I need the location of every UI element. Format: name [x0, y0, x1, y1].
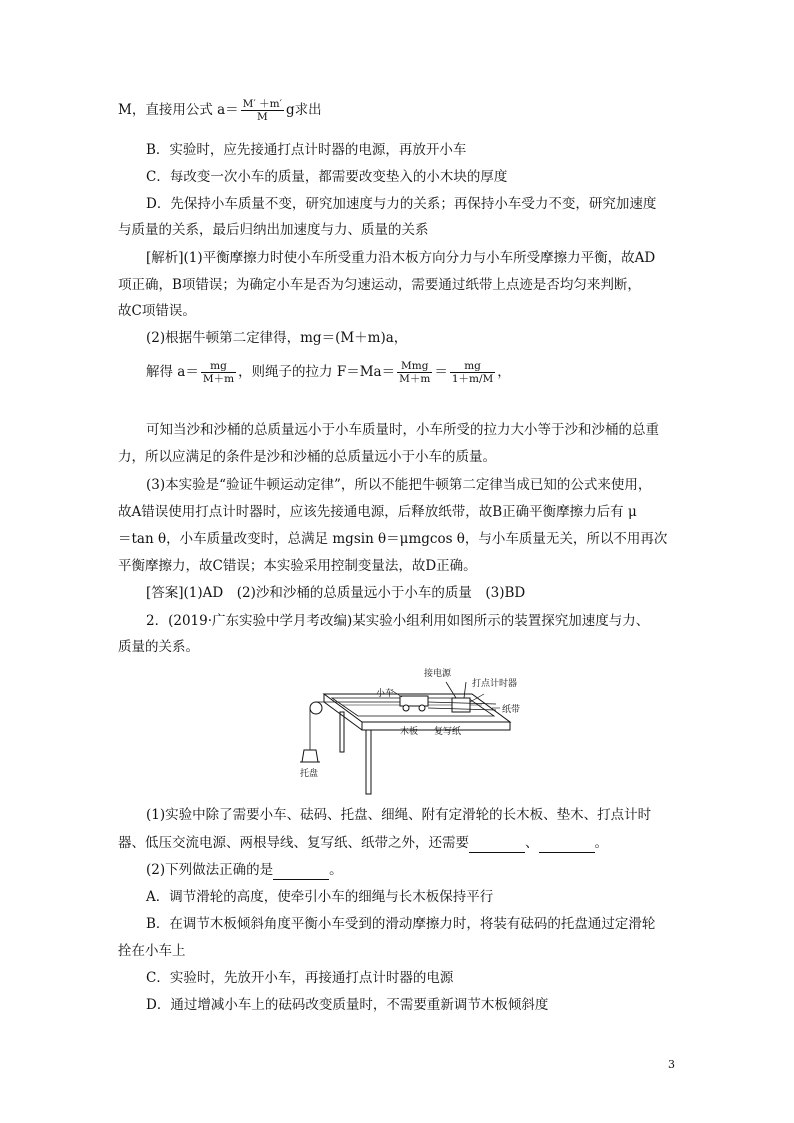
- apparatus-figure: [296, 664, 540, 800]
- text-segment: 。: [594, 835, 608, 851]
- label-power: 接电源: [424, 669, 452, 679]
- analysis-line: 平衡摩擦力，故C错误；本实验采用控制变量法，故D正确。: [118, 558, 477, 574]
- table-leg: [340, 712, 344, 752]
- fraction-denominator: M: [256, 111, 268, 123]
- analysis-line: [解析](1)平衡摩擦力时使小车所受重力沿木板方向分力与小车所受摩擦力平衡，故AD: [146, 250, 656, 266]
- text-segment: ＝: [434, 364, 448, 380]
- text-segment: ，: [497, 364, 511, 380]
- label-cart: 小车: [376, 689, 395, 699]
- fraction-numerator: Mmg: [397, 360, 432, 373]
- option-b: B．实验时，应先接通打点计时器的电源，再放开小车: [146, 142, 467, 158]
- text-segment: ，则绳子的拉力 F＝Ma＝: [238, 364, 396, 380]
- fraction-numerator: mg: [450, 360, 495, 373]
- label-timer: 打点计时器: [472, 679, 518, 689]
- page-number: 3: [668, 1058, 675, 1071]
- subquestion-1-cont: [118, 833, 678, 853]
- analysis-line: 可知当沙和沙桶的总质量远小于小车质量时，小车所受的拉力大小等于沙和沙桶的总重: [146, 422, 659, 438]
- text-segment: 。: [329, 862, 343, 878]
- option-d: D．通过增减小车上的砝码改变质量时，不需要重新调节木板倾斜度: [146, 997, 549, 1013]
- analysis-line: ＝tan θ，小车质量改变时，总满足 mgsin θ＝μmgcos θ，与小车质量无关，所以不用再次: [118, 531, 668, 547]
- fraction-numerator: M′ ＋m′: [242, 98, 282, 110]
- text-segment: M，直接用公式 a＝: [118, 102, 239, 118]
- analysis-line: (2)根据牛顿第二定律得，mg＝(M＋m)a，: [146, 330, 408, 346]
- line-formula-a: [118, 98, 678, 123]
- analysis-line: 故A错误使用打点计时器时，应该先接通电源，后释放纸带，故B正确平衡摩擦力后有 μ: [118, 504, 637, 520]
- fraction-denominator: 1＋m/M: [451, 373, 494, 385]
- fraction: [450, 360, 495, 385]
- question-2: 2．(2019·广东实验中学月考改编)某实验小组利用如图所示的装置探究加速度与力、: [146, 613, 650, 629]
- analysis-line: 项正确，B项错误；为确定小车是否为匀速运动，需要通过纸带上点迹是否均匀来判断，: [118, 277, 641, 293]
- option-d: D．先保持小车质量不变，研究加速度与力的关系；再保持小车受力不变，研究加速度: [146, 196, 657, 212]
- fraction-denominator: M＋m: [202, 373, 235, 385]
- tray-icon: [302, 750, 318, 762]
- timer-icon: [452, 698, 470, 712]
- fraction-numerator: mg: [201, 360, 236, 373]
- answer-blank[interactable]: [539, 838, 595, 853]
- option-c: C．每改变一次小车的质量，都需要改变垫入的小木块的厚度: [146, 169, 508, 185]
- analysis-line: (3)本实验是“验证牛顿运动定律”，所以不能把牛顿第二定律当成已知的公式来使用，: [146, 477, 652, 493]
- answer-blank[interactable]: [469, 838, 525, 853]
- option-b-cont: 拴在小车上: [118, 943, 186, 959]
- subquestion-1: (1)实验中除了需要小车、砝码、托盘、细绳、附有定滑轮的长木板、垫木、打点计时: [146, 807, 652, 823]
- analysis-line: 故C项错误。: [118, 303, 196, 319]
- label-board: 木板: [400, 727, 419, 737]
- text-segment: 器、低压交流电源、两根导线、复写纸、纸带之外，还需要: [118, 835, 469, 851]
- label-tape: 纸带: [502, 705, 521, 715]
- option-d-cont: 与质量的关系，最后归纳出加速度与力、质量的关系: [118, 222, 429, 238]
- table-leg: [366, 730, 371, 794]
- question-2-cont: 质量的关系。: [118, 639, 199, 655]
- text-segment: 、: [525, 835, 539, 851]
- option-c: C．实验时，先放开小车，再接通打点计时器的电源: [146, 970, 454, 986]
- text-segment: g求出: [286, 102, 322, 118]
- fraction: [397, 360, 432, 385]
- analysis-line: 力，所以应满足的条件是沙和沙桶的总质量远小于小车的质量。: [118, 449, 496, 465]
- cart-icon: [400, 696, 428, 706]
- subquestion-2: [146, 860, 706, 880]
- fraction: [241, 98, 284, 123]
- pulley-icon: [310, 702, 322, 714]
- line-formula-tension: [146, 360, 706, 385]
- label-tray: 托盘: [300, 769, 319, 779]
- option-b: B．在调节木板倾斜角度平衡小车受到的滑动摩擦力时，将装有砝码的托盘通过定滑轮: [146, 916, 656, 932]
- answer-blank[interactable]: [273, 865, 329, 880]
- text-segment: 解得 a＝: [146, 364, 199, 380]
- answer-line: [答案](1)AD (2)沙和沙桶的总质量远小于小车的质量 (3)BD: [146, 585, 526, 601]
- fraction: [201, 360, 236, 385]
- option-a: A．调节滑轮的高度，使牵引小车的细绳与长木板保持平行: [146, 889, 494, 905]
- label-carbon: 复写纸: [434, 727, 462, 737]
- text-segment: (2)下列做法正确的是: [146, 862, 274, 878]
- fraction-denominator: M＋m: [399, 373, 431, 385]
